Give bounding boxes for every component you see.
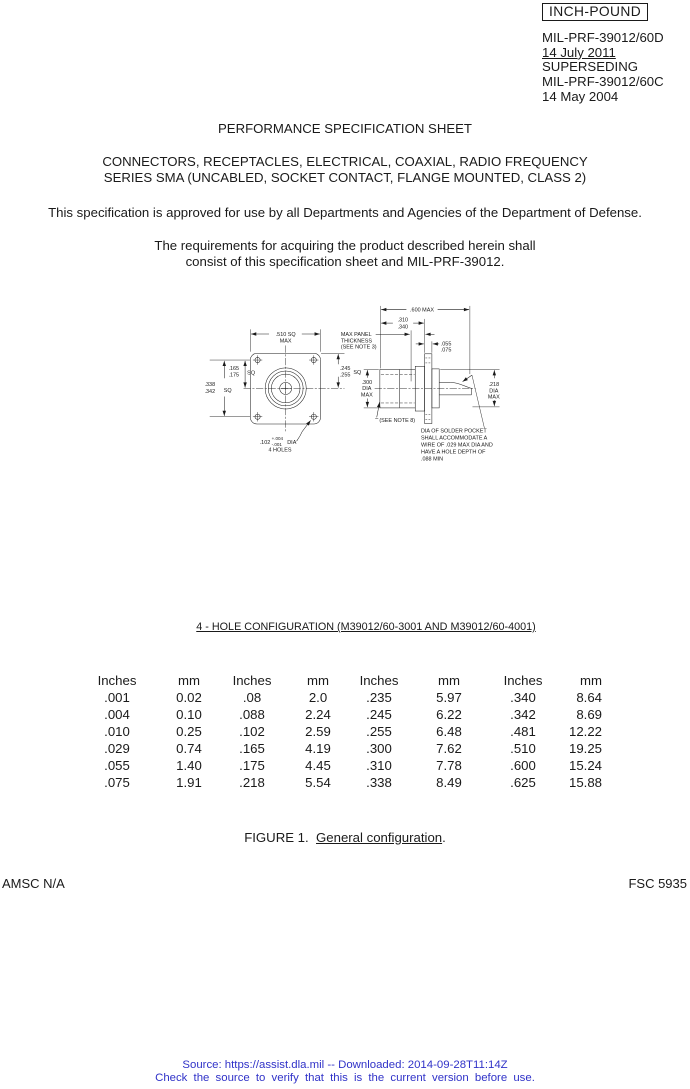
conversion-value: 0.02 [176, 690, 202, 705]
conversion-value: 8.49 [436, 775, 462, 790]
conversion-value: 6.48 [436, 724, 462, 739]
hole-tol-minus: -.001 [271, 441, 282, 447]
conversion-value: .235 [366, 690, 392, 705]
conversion-value: 4.19 [305, 741, 331, 756]
conversion-value: 15.88 [568, 775, 602, 790]
conversion-value: 4.45 [305, 758, 331, 773]
conversion-value: .175 [239, 758, 265, 773]
conversion-value: .004 [104, 707, 130, 722]
conversion-table-column [420, 672, 478, 791]
dim-edge-2: .255 [339, 372, 351, 379]
conversion-value: .075 [104, 775, 130, 790]
conversion-table-column [160, 672, 218, 791]
conversion-column-header: mm [178, 673, 200, 688]
conversion-value: .08 [242, 690, 262, 705]
conversion-value: 0.74 [176, 741, 202, 756]
figure-caption-label: FIGURE 1. [244, 830, 309, 845]
document-id-block [542, 31, 664, 105]
dim-half-spacing-1: .165 [228, 365, 240, 372]
conversion-value: 12.22 [568, 724, 602, 739]
conversion-value: .338 [366, 775, 392, 790]
conversion-value: .481 [510, 724, 536, 739]
conversion-value: 1.40 [176, 758, 202, 773]
conversion-value: 8.69 [576, 707, 602, 722]
dim-thread-1: .310 [397, 317, 409, 324]
subject-line-2: SERIES SMA (UNCABLED, SOCKET CONTACT, FLANGE MOUNTED, CLASS 2) [103, 170, 587, 185]
hole-tol-plus: +.004 [271, 436, 284, 442]
conversion-value: 7.62 [436, 741, 462, 756]
conversion-value: .625 [510, 775, 536, 790]
conversion-value: .055 [104, 758, 130, 773]
dim-body-dia-2: DIA [362, 386, 372, 393]
flange-outline [250, 353, 320, 424]
inch-mm-conversion-table [0, 672, 690, 794]
dim-overall-length: .600 MAX [410, 307, 434, 314]
solder-note-line2: SHALL ACCOMMODATE A [420, 435, 488, 442]
amsc-label: AMSC N/A [2, 876, 65, 891]
dim-hole-spacing-2: .342 [204, 388, 216, 395]
dim-tip-dia-2: DIA [489, 388, 499, 395]
conversion-table-column [350, 672, 408, 791]
fsc-label: FSC 5935 [628, 876, 687, 891]
superseded-number: MIL-PRF-39012/60C [542, 74, 664, 90]
dim-half-spacing-2: .175 [228, 372, 240, 379]
conversion-value: 7.78 [436, 758, 462, 773]
inch-pound-stamp: INCH-POUND [542, 3, 648, 21]
subject-line-1: CONNECTORS, RECEPTACLES, ELECTRICAL, COAXIAL, RADIO FREQUENCY [102, 154, 588, 169]
conversion-value: .600 [510, 758, 536, 773]
requirements-line-2: consist of this specification sheet and MIL-PRF-39012. [185, 254, 505, 269]
dim-hole-spacing-sq: SQ [223, 387, 232, 394]
figure-caption-text: General configuration [316, 830, 443, 845]
hole-leader-line [297, 420, 311, 441]
side-body-outline [380, 354, 472, 424]
dim-flange-thickness-2: .075 [440, 347, 452, 354]
conversion-value: .029 [104, 741, 130, 756]
front-view [205, 329, 362, 453]
conversion-value: 19.25 [568, 741, 602, 756]
dim-flange-square-max: MAX [279, 338, 292, 345]
hole-dia-value: .102 [259, 439, 271, 446]
conversion-value: .340 [510, 690, 536, 705]
panel-note-line1: MAX PANEL [340, 332, 372, 339]
conversion-value: .310 [366, 758, 392, 773]
conversion-table-column [544, 672, 602, 791]
conversion-value: .088 [239, 707, 265, 722]
hole-configuration-caption: 4 - HOLE CONFIGURATION (M39012/60-3001 AND M39012/60-4001) [196, 621, 536, 633]
conversion-value: 2.59 [305, 724, 331, 739]
conversion-value: 8.64 [576, 690, 602, 705]
dim-flange-square: .510 SQ [275, 332, 296, 339]
dim-thread-2: .340 [397, 324, 409, 331]
conversion-column-header: mm [580, 673, 602, 688]
verify-line: Check the source to verify that this is the current version before use. [155, 1072, 535, 1084]
conversion-table-column [223, 672, 281, 791]
doc-date: 14 July 2011 [542, 44, 616, 60]
see-note-8-label: (SEE NOTE 8) [379, 417, 416, 424]
conversion-value: .001 [104, 690, 130, 705]
figure-caption: FIGURE 1. General configuration. [244, 830, 446, 845]
front-centerlines [244, 345, 345, 431]
conversion-value: 2.0 [308, 690, 328, 705]
dim-body-dia-3: MAX [360, 392, 373, 399]
conversion-value: .245 [366, 707, 392, 722]
conversion-value: 2.24 [305, 707, 331, 722]
conversion-column-header: Inches [359, 673, 399, 688]
conversion-value: 0.25 [176, 724, 202, 739]
conversion-value: .010 [104, 724, 130, 739]
conversion-column-header: mm [438, 673, 460, 688]
solder-note-line3: WIRE OF .029 MAX DIA AND [420, 442, 493, 449]
side-view [341, 306, 500, 463]
solder-note-line1: DIA OF SOLDER POCKET [420, 428, 487, 435]
conversion-table-column [289, 672, 347, 791]
side-dimension-lines [367, 307, 494, 429]
conversion-value: 6.22 [436, 707, 462, 722]
dim-edge-1: .245 [339, 365, 351, 372]
solder-note-line5: .088 MIN [420, 456, 444, 463]
source-line: Source: https://assist.dla.mil -- Downloaded: 2014-09-28T11:14Z [182, 1059, 508, 1071]
dim-tip-dia-3: MAX [487, 394, 500, 401]
panel-flange-section [425, 354, 432, 424]
conversion-value: .300 [366, 741, 392, 756]
dim-flange-thickness-1: .055 [440, 341, 452, 348]
superseding-label: SUPERSEDING [542, 59, 638, 75]
panel-note-line2: THICKNESS [340, 338, 373, 345]
conversion-column-header: Inches [232, 673, 272, 688]
conversion-column-header: mm [307, 673, 329, 688]
conversion-value: .255 [366, 724, 392, 739]
conversion-value: .218 [239, 775, 265, 790]
superseded-date: 14 May 2004 [542, 88, 619, 104]
figure-1-drawing [0, 295, 690, 615]
dim-hole-spacing-1: .338 [204, 382, 216, 389]
dim-half-spacing-sq: SQ [247, 370, 256, 377]
requirements-line-1: The requirements for acquiring the product described herein shall [154, 238, 536, 253]
solder-note-leader [472, 375, 484, 428]
solder-note-line4: HAVE A HOLE DEPTH OF [420, 449, 486, 456]
dim-edge-sq: SQ [353, 370, 362, 377]
conversion-value: 1.91 [176, 775, 202, 790]
conversion-value: .102 [239, 724, 265, 739]
conversion-value: .510 [510, 741, 536, 756]
dim-body-dia-1: .300 [361, 379, 373, 386]
doc-number: MIL-PRF-39012/60D [542, 30, 664, 45]
conversion-value: 5.97 [436, 690, 462, 705]
conversion-table-column [88, 672, 146, 791]
hole-count-label: 4 HOLES [268, 447, 292, 454]
conversion-value: 0.10 [176, 707, 202, 722]
conversion-value: 5.54 [305, 775, 331, 790]
dim-tip-dia-1: .218 [488, 382, 500, 389]
panel-note-line3: (SEE NOTE 3) [340, 344, 377, 351]
hole-dia-label: DIA [287, 439, 297, 446]
conversion-value: .342 [510, 707, 536, 722]
sheet-type-title: PERFORMANCE SPECIFICATION SHEET [217, 121, 472, 136]
conversion-column-header: Inches [97, 673, 137, 688]
front-dimension-lines [224, 334, 338, 441]
conversion-column-header: Inches [503, 673, 543, 688]
approval-statement: This specification is approved for use by all Departments and Agencies of the Department of Defense. [48, 205, 642, 220]
conversion-value: .165 [239, 741, 265, 756]
conversion-value: 15.24 [568, 758, 602, 773]
